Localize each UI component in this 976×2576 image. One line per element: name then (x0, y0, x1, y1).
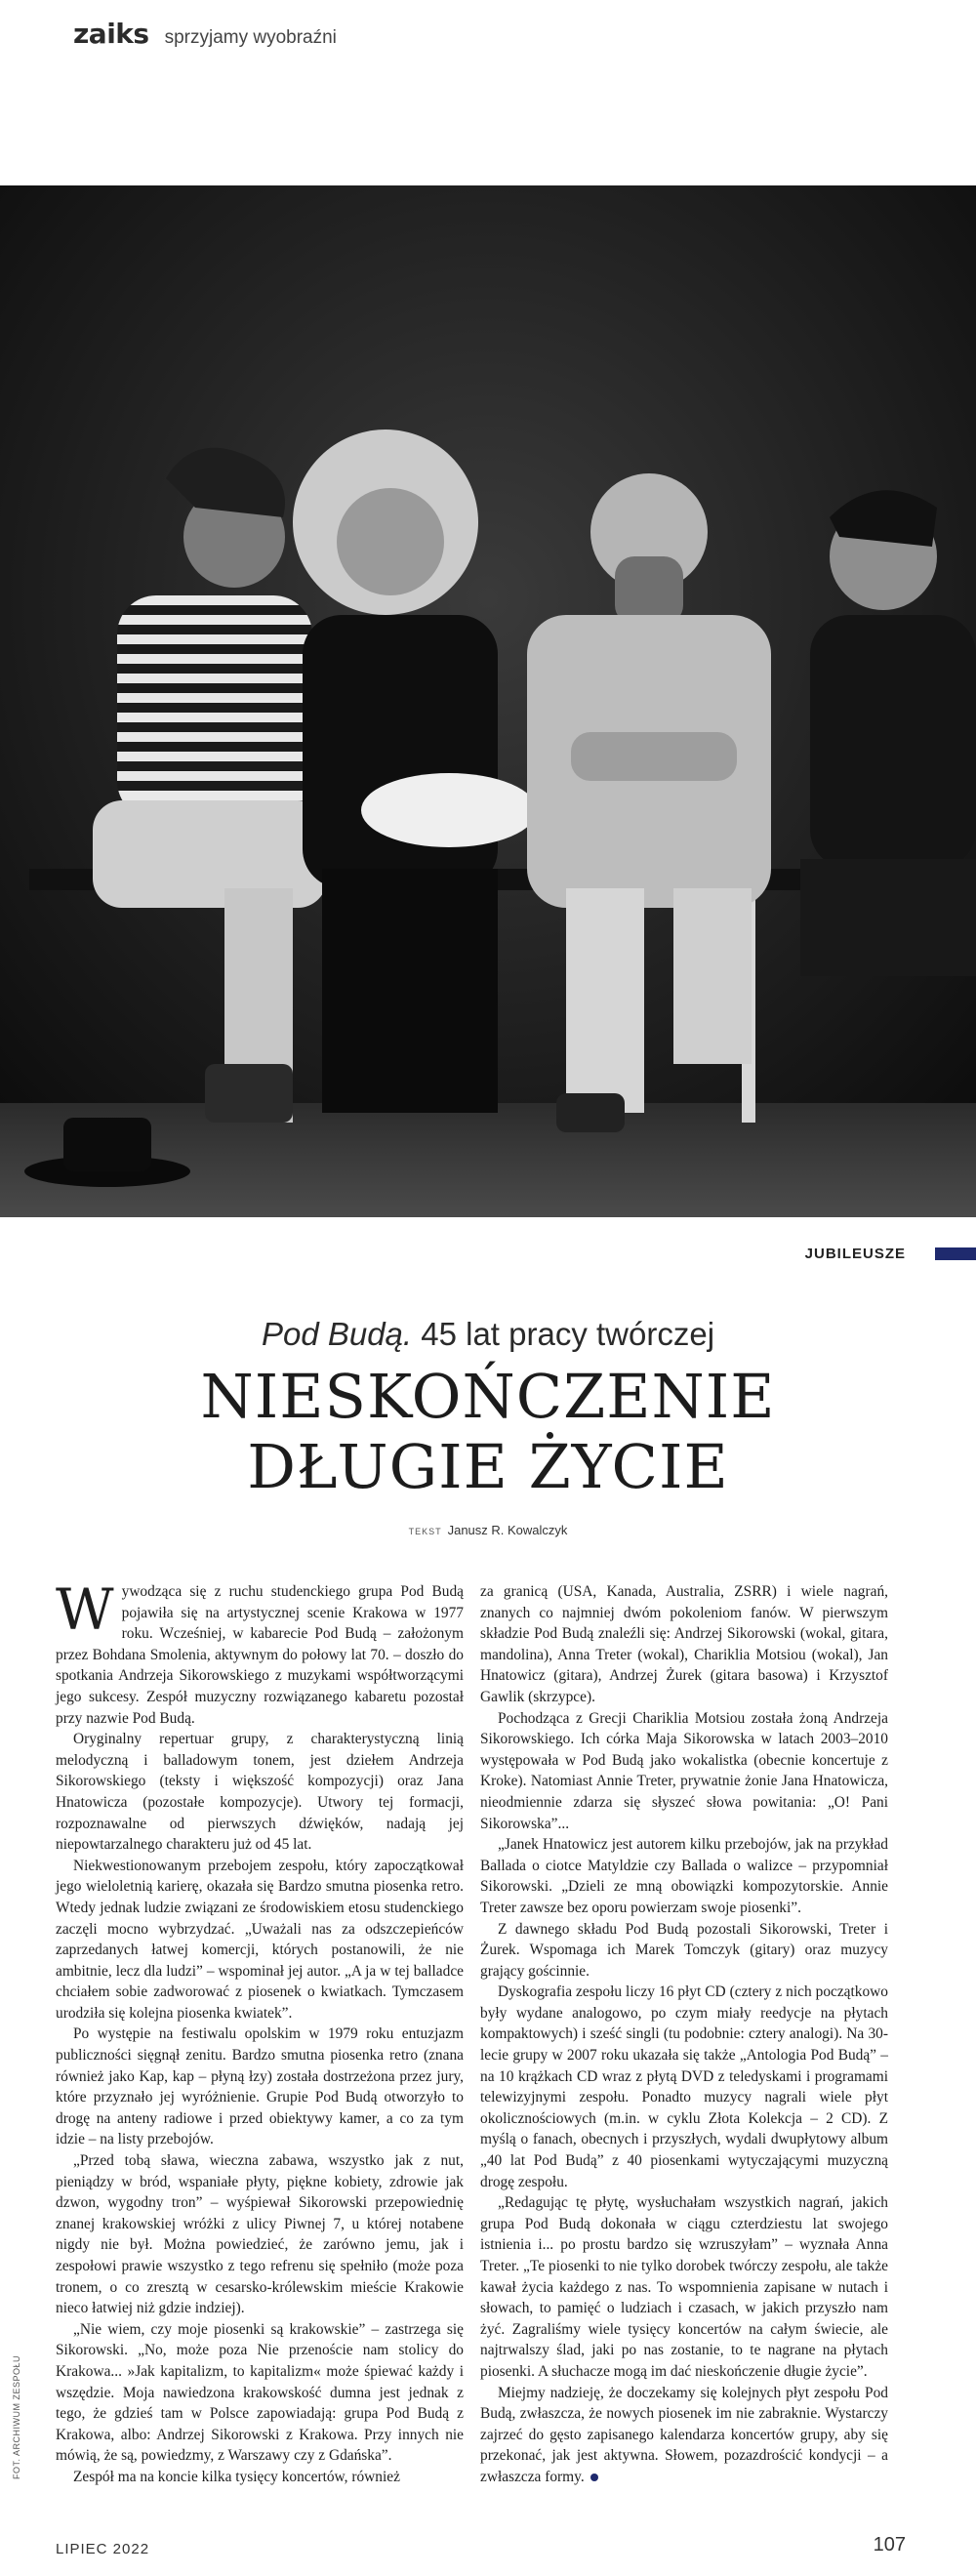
paragraph: za granicą (USA, Kanada, Australia, ZSRR) i wiele nagrań, znanych co najmniej dwóm pokoleniom fanów. W pierwszym składzie Pod Budą znaleźli się: Andrzej Sikorowski (wokal, gitara, mandolina), Anna Treter (wokal), Chariklia Motsiou (wokal), Jan Hnatowicz (gitara), Andrzej Żurek (gitara basowa) i Krzysztof Gawlik (skrzypce). (480, 1583, 888, 1705)
footer-issue: LIPIEC 2022 (56, 2541, 150, 2557)
article-column-left (56, 1576, 464, 2488)
brand-logo[interactable]: zaiks (73, 18, 149, 50)
title-line-1: NIESKOŃCZENIE (200, 1361, 776, 1432)
paragraph: „Przed tobą sława, wieczna zabawa, wszystko jak z nut, pieniądzy w bród, wspaniałe płyty, piękne kobiety, zdrowie jak dzwon, wygodny tron” – wyśpiewał Sikorowski przepowiednię znanej krakowskiej wróżki z ulicy Piwnej 7, u której notabene nigdy nie był. Można powiedzieć, że zarówno jemu, jak i zespołowi prawie wszystko z tego refrenu się spełniło (może poza tronem, o co zresztą w cesarsko-królewskim mieście Krakowie nieco łatwiej niż gdzie indziej). (56, 2152, 464, 2317)
band-photo-illustration (0, 185, 976, 1217)
page-number: 107 (873, 2534, 906, 2556)
paragraph: „Janek Hnatowicz jest autorem kilku przebojów, jak na przykład Ballada o ciotce Matyldzie czy Ballada o walizce – przypomniał Sikorowski. „Dzieli ze mną obowiązki kompozytorskie. Annie Treter zawsze bez oporu powierzam swoje piosenki”. (480, 1836, 888, 1916)
article-title (0, 1362, 976, 1502)
byline-tag: TEKST (408, 1527, 442, 1536)
photo-credit: FOT. ARCHIWUM ZESPOŁU (12, 2354, 21, 2479)
band-photo (0, 185, 976, 1217)
drop-cap: W (56, 1576, 114, 1643)
tagline: sprzyjamy wyobraźni (164, 27, 337, 48)
kicker-rest: 45 lat pracy twórczej (412, 1316, 715, 1352)
paragraph: Pochodząca z Grecji Chariklia Motsiou została żoną Andrzeja Sikorowskiego. Ich córka Maja Sikorowska w latach 2003–2010 występowała w Pod Budą jako wokalistka (obecnie koncertuje z Kroke). Natomiast Annie Treter, prywatnie żonie Jana Hnatowicza, nieodmiennie zdarza się słyszeć słowa powitania: „O! Pani Sikorowska”... (480, 1709, 888, 1832)
byline-author: Janusz R. Kowalczyk (447, 1523, 568, 1537)
section-label: JUBILEUSZE (804, 1246, 906, 1262)
article-column-right (480, 1581, 888, 2488)
section-accent-bar (935, 1247, 976, 1260)
masthead (73, 18, 337, 57)
byline (0, 1523, 976, 1537)
paragraph: „Redagując tę płytę, wysłuchałam wszystkich nagrań, jakich grupa Pod Budą dokonała w ciągu czterdziestu lat swojego istnienia i... po prostu bardzo się wzruszyłam” – wyznała Anna Treter. „Te piosenki to nie tylko dorobek twórczy zespołu, ale także kawał życia każdego z nas. To wspomnienia zapisane w nutach i słowach, to pamięć o ludziach i czasach, w jakich przyszło nam żyć. Zagraliśmy wiele tysięcy koncertów na całym świecie, ale najtrwalszy ślad, jaki po nas zostanie, to te nagrane na płytach piosenki. A słuchacze mogą im dać nieskończenie długie życie”. (480, 2194, 888, 2380)
paragraph (480, 2383, 888, 2488)
paragraph: Dyskografia zespołu liczy 16 płyt CD (cztery z nich początkowo były wydane analogowo, po czym miały reedycje na płytach kompaktowych) i sześć singli (tu podobnie: cztery analogi). Na 30-lecie grupy w 2007 roku ukazała się także „Antologia Pod Budą” – na 10 krążkach CD wraz z płytą DVD z teledyskami i programami telewizyjnymi zespołu. Ponadto muzycy nagrali wiele płyt okolicznościowych (m.in. w cyklu Złota Kolekcja – 2 CD). Z myślą o fanach, obecnych i przyszłych, wydali dwupłytowy album „40 lat Pod Budą” z 40 piosenkami wytyczającymi muzyczną drogę zespołu. (480, 1983, 888, 2190)
paragraph: Niekwestionowanym przebojem zespołu, który zapoczątkował jego wieloletnią karierę, okazała się Bardzo smutna piosenka retro. Wtedy jednak ludzie związani ze środowiskiem etosu studenckiego zaczęli mocno wybrzydzać. „Uważali nas za odszczepieńców zaprzedanych łatwej komercji, których postanowili, że nie ambitnie, lecz dla ludzi” – wspominał jej autor. „A ja w tej balladce chciałem sobie zadworować z piosenek o kwiatkach. Tymczasem urodziła się kolejna piosenka kwiatek”. (56, 1857, 464, 2022)
end-mark-icon (590, 2474, 598, 2481)
paragraph-text: Miejmy nadzieję, że doczekamy się kolejnych płyt zespołu Pod Budą, zwłaszcza, że nowych piosenek im nie zabraknie. Wystarczy zajrzeć do gęsto zapisanego kalendarza koncertów grupy, aby się przekonać, jak jest aktywna. Słowem, pozazdrościć kondycji – a zwłaszcza formy. (480, 2384, 888, 2485)
paragraph: „Nie wiem, czy moje piosenki są krakowskie” – zastrzega się Sikorowski. „No, może poza Nie przenoście nam stolicy do Krakowa... »Jak kapitalizm, to kapitalizm« może śpiewać każdy i wszędzie. Moja nawiedzona krakowskość dumna jest jednak z tego, że gdzieś tam w Polsce zapowiadają: grupa Pod Budą z Krakowa, albo: Andrzej Sikorowski z Krakowa. Przy innych nie mówią, że są, powiedzmy, z Warszawy czy z Gdańska”. (56, 2320, 464, 2465)
paragraph: Zespół ma na koncie kilka tysięcy koncertów, również (73, 2468, 400, 2485)
article-kicker (0, 1316, 976, 1353)
paragraph: Po występie na festiwalu opolskim w 1979 roku entuzjazm publiczności sięgnął zenitu. Bardzo smutna piosenka retro (znana również jako Kap, kap – płyną łzy) została dostrzeżona przez jury, które przyznało jej wyróżnienie. Grupie Pod Budą otworzyło to drogę na anteny radiowe i przed obiektywy kamer, a co za tym idzie – na listy przebojów. (56, 2025, 464, 2148)
title-line-2: DŁUGIE ŻYCIE (247, 1431, 729, 1502)
paragraph: Z dawnego składu Pod Budą pozostali Sikorowski, Treter i Żurek. Wspomaga ich Marek Tomczyk (gitary) oraz muzycy grający gościnnie. (480, 1920, 888, 1980)
kicker-band-name: Pod Budą. (261, 1316, 413, 1352)
paragraph: Oryginalny repertuar grupy, z charakterystyczną linią melodyczną i balladowym tonem, jest dziełem Andrzeja Sikorowskiego (teksty i większość kompozycji) oraz Jana Hnatowicza (pozostałe kompozycje). Utwory tej formacji, rozpoznawalne od pierwszych dźwięków, nadają jej niepowtarzalnego charakteru już od 45 lat. (56, 1731, 464, 1854)
paragraph-text: ywodząca się z ruchu studenckiego grupa Pod Budą pojawiła się na artystycznej scenie Krakowa w 1977 roku. Wcześniej, w kabarecie Pod Budą – założonym przez Bohdana Smolenia, aktywnym do połowy lat 70. – doszło do spotkania Andrzeja Sikorowskiego z muzykami współtworzącymi jego sukcesy. Zespół muzyczny rozwiązanego kabaretu pozostał przy nazwie Pod Budą. (56, 1583, 464, 1727)
paragraph (56, 1576, 464, 1729)
